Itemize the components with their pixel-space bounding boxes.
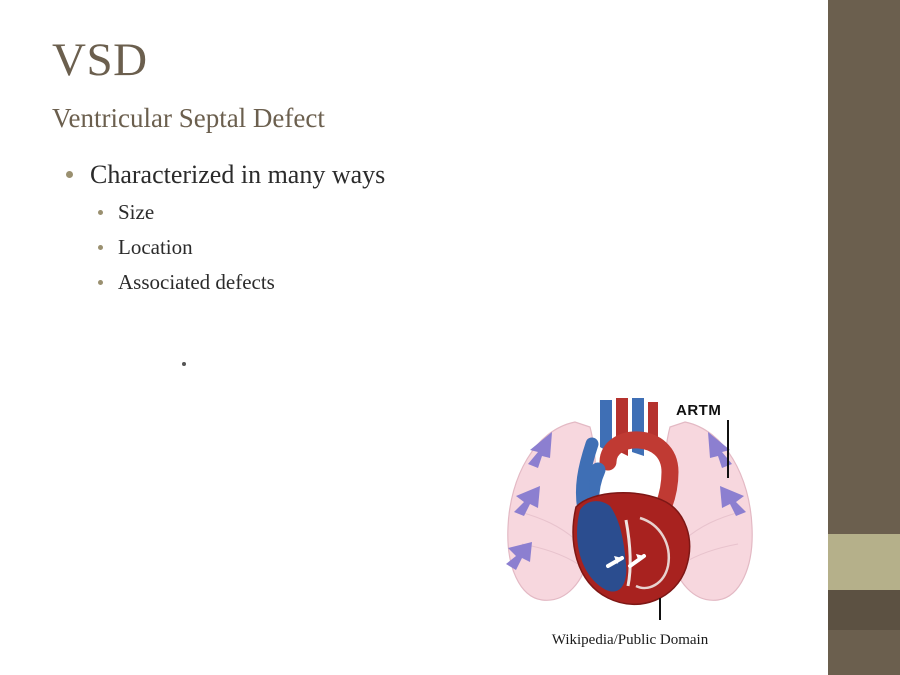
- list-item-label: Characterized in many ways: [90, 160, 386, 189]
- figure-embedded-label: ARTM: [676, 402, 722, 419]
- list-item: [60, 235, 660, 260]
- sidebar-accent-bottom: [828, 630, 900, 675]
- list-item-label: Location: [118, 235, 193, 259]
- list-item: [60, 200, 660, 225]
- sidebar-edge-divider: [824, 0, 828, 675]
- stray-period-mark: [182, 362, 186, 366]
- page-subtitle: Ventricular Septal Defect: [52, 103, 325, 133]
- heart-lungs-illustration-svg: [480, 392, 780, 620]
- bullet-dot-icon: [66, 171, 73, 178]
- bullet-dot-icon: [98, 245, 103, 250]
- list-item-label: Associated defects: [118, 270, 275, 294]
- bullet-list: [60, 160, 660, 295]
- list-item: [60, 270, 660, 295]
- heart-and-lungs-diagram: [480, 392, 780, 620]
- page-title: VSD: [52, 34, 148, 86]
- sidebar-accent-light: [828, 534, 900, 590]
- list-item: [60, 160, 660, 190]
- sidebar-accent-dark: [828, 590, 900, 630]
- figure-caption: Wikipedia/Public Domain: [551, 632, 709, 648]
- list-item-label: Size: [118, 200, 155, 224]
- bullet-dot-icon: [98, 280, 103, 285]
- bullet-dot-icon: [98, 210, 103, 215]
